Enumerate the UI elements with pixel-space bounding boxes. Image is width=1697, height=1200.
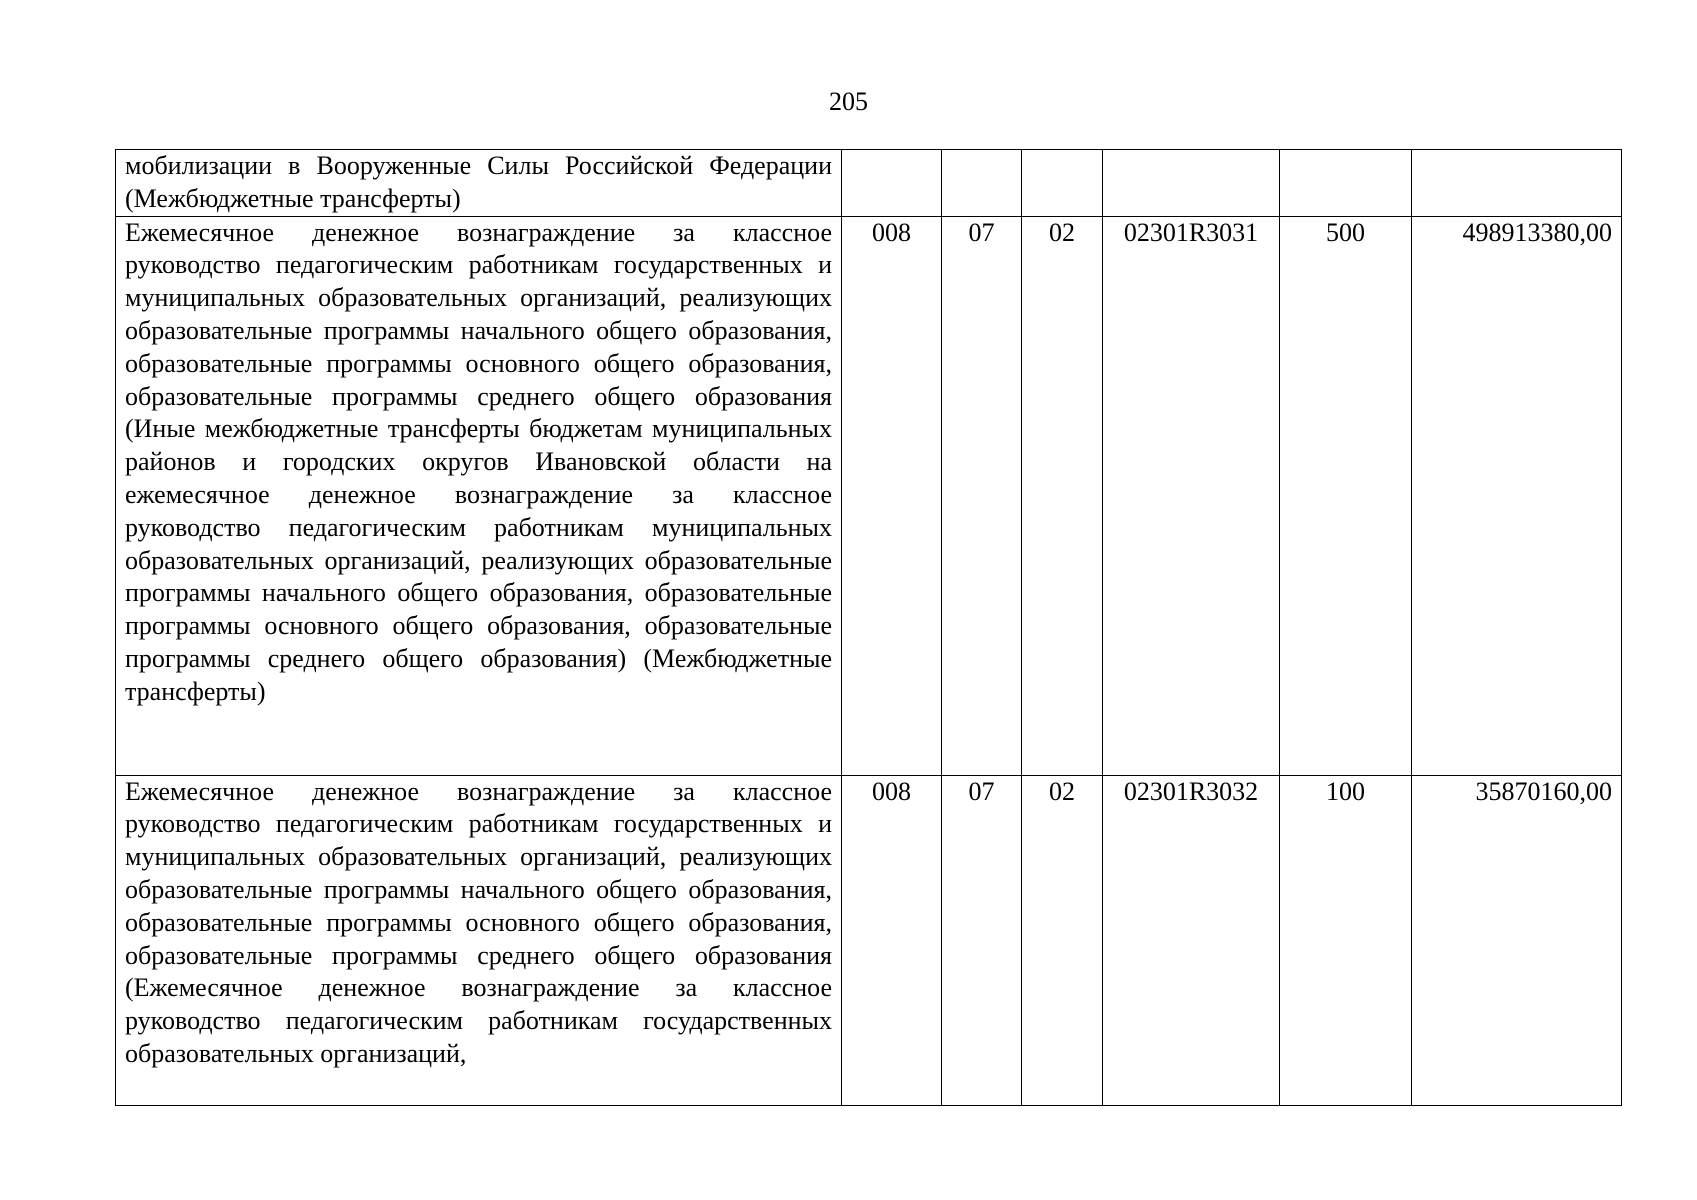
table-row — [116, 775, 1622, 1105]
row-description: мобилизации в Вооруженные Силы Российской Федерации (Межбюджетные трансферты) — [116, 150, 842, 217]
table-row — [116, 216, 1622, 775]
expense-type-code — [1280, 150, 1412, 217]
ministry-code: 008 — [842, 216, 942, 775]
ministry-code — [842, 150, 942, 217]
target-article-code: 02301R3031 — [1103, 216, 1280, 775]
page-number: 205 — [829, 87, 868, 116]
row-description: Ежемесячное денежное вознаграждение за классное руководство педагогическим работникам государственных и муниципальных образовательных организаций, реализующих образовательные программы начального общего образования, образовательные программы основного общего образования, образовательные программы среднего общего образования (Ежемесячное денежное вознаграждение за классное руководство педагогическим работникам государственных образовательных организаций, — [116, 775, 842, 1105]
subsection-code — [1022, 150, 1103, 217]
expense-type-code: 500 — [1280, 216, 1412, 775]
target-article-code — [1103, 150, 1280, 217]
amount — [1412, 150, 1622, 217]
amount: 498913380,00 — [1412, 216, 1622, 775]
expense-type-code: 100 — [1280, 775, 1412, 1105]
section-code: 07 — [942, 775, 1022, 1105]
section-code: 07 — [942, 216, 1022, 775]
subsection-code: 02 — [1022, 775, 1103, 1105]
row-description: Ежемесячное денежное вознаграждение за классное руководство педагогическим работникам государственных и муниципальных образовательных организаций, реализующих образовательные программы начального общего образования, образовательные программы основного общего образования, образовательные программы среднего общего образования (Иные межбюджетные трансферты бюджетам муниципальных районов и городских округов Ивановской области на ежемесячное денежное вознаграждение за классное руководство педагогическим работникам муниципальных образовательных организаций, реализующих образовательные программы начального общего образования, образовательные программы основного общего образования, образовательные программы среднего общего образования) (Межбюджетные трансферты) — [116, 216, 842, 775]
ministry-code: 008 — [842, 775, 942, 1105]
subsection-code: 02 — [1022, 216, 1103, 775]
section-code — [942, 150, 1022, 217]
budget-table — [115, 149, 1622, 1106]
table-row — [116, 150, 1622, 217]
target-article-code: 02301R3032 — [1103, 775, 1280, 1105]
amount: 35870160,00 — [1412, 775, 1622, 1105]
